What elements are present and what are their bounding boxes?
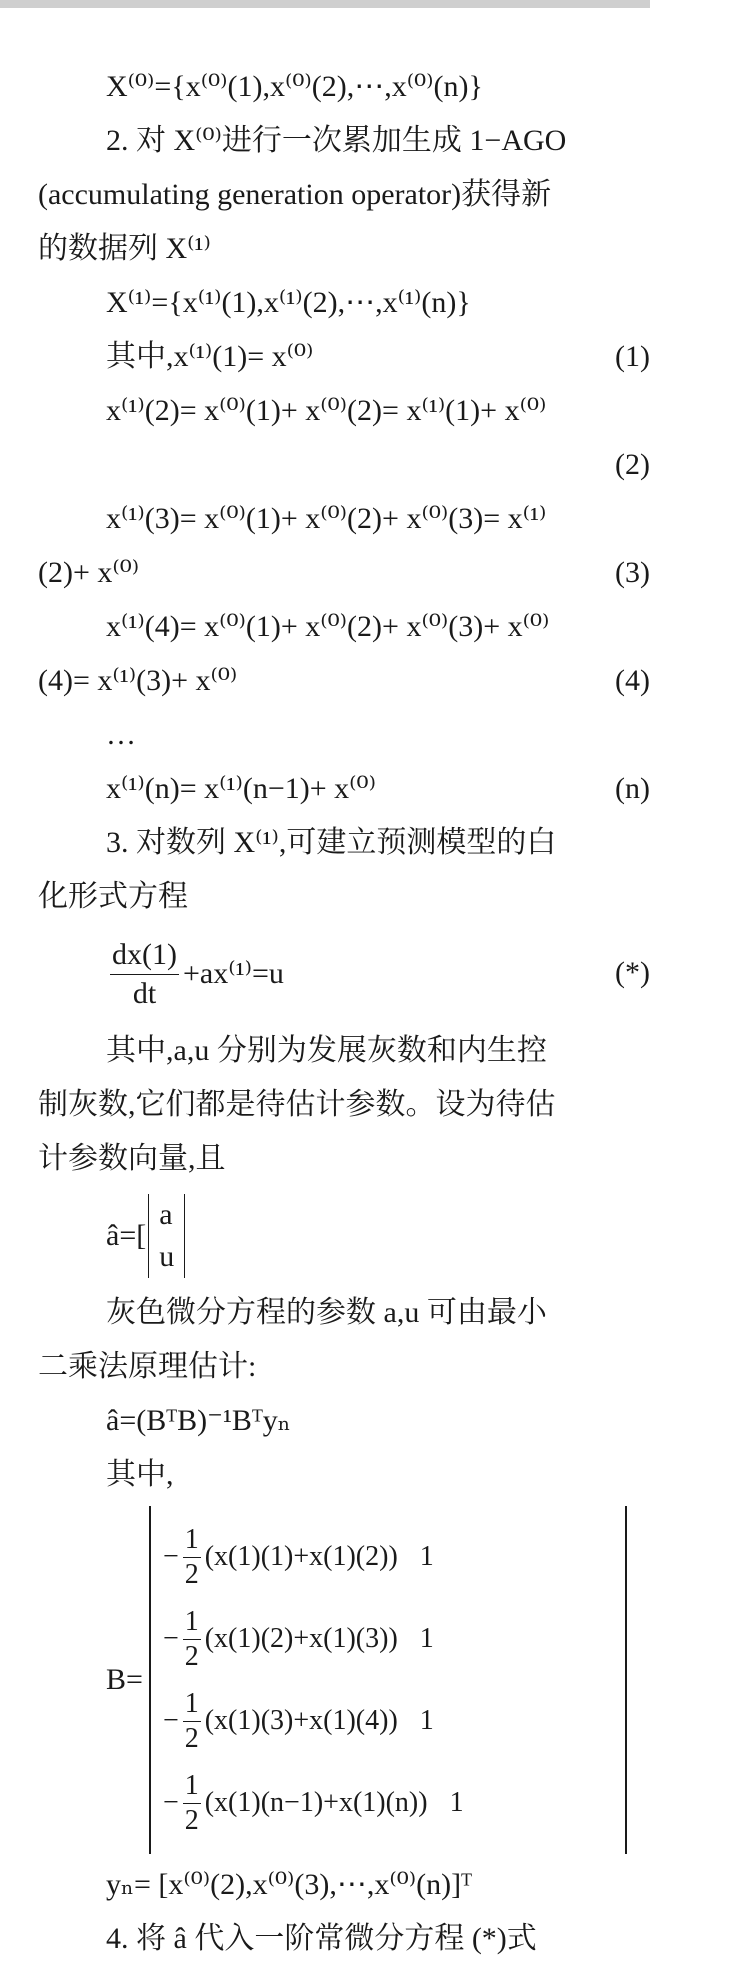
matrix-b-lhs: B=: [106, 1663, 143, 1696]
step-2-text: 2. 对 X⁽⁰⁾进行一次累加生成 1−AGO: [106, 124, 567, 157]
equation-1-text: 其中,x⁽¹⁾(1)= x⁽⁰⁾: [106, 340, 314, 373]
derivative-denominator: dt: [132, 976, 157, 1010]
matrix-cell-one: 1: [419, 1705, 434, 1736]
yn-definition: yₙ= [x⁽⁰⁾(2),x⁽⁰⁾(3),⋯,x⁽⁰⁾(n)]ᵀ: [106, 1868, 472, 1901]
step-3-text: 3. 对数列 X⁽¹⁾,可建立预测模型的白: [106, 826, 557, 859]
where-label: 其中,: [106, 1458, 174, 1491]
matrix-cell: (x(1)(3)+x(1)(4)): [204, 1705, 398, 1736]
estimator-equation: â=(BᵀB)⁻¹Bᵀyₙ: [106, 1404, 291, 1437]
equation-x0-definition: X⁽⁰⁾={x⁽⁰⁾(1),x⁽⁰⁾(2),⋯,x⁽⁰⁾(n)}: [106, 70, 483, 103]
fraction-numerator: 1: [183, 1605, 201, 1640]
ellipsis: …: [106, 718, 136, 751]
equation-number-4: (4): [615, 664, 650, 697]
param-vector-u: u: [159, 1240, 175, 1273]
equation-number-2: (2): [615, 448, 650, 481]
step-2-continued: (accumulating generation operator)获得新: [38, 178, 552, 211]
derivative-numerator: dx(1): [110, 936, 179, 975]
matrix-sign: −: [162, 1787, 179, 1818]
matrix-row: [163, 1680, 613, 1762]
fraction-denominator: 2: [184, 1640, 199, 1672]
whitening-equation-rest: +ax⁽¹⁾=u: [182, 957, 284, 990]
param-vector-a: a: [159, 1198, 173, 1231]
equation-n-line: [38, 762, 650, 816]
paper-text-body: [38, 60, 650, 1966]
matrix-b: [149, 1506, 627, 1854]
half-fraction: [183, 1605, 201, 1674]
step-4-text: 4. 将 â 代入一阶常微分方程 (*)式: [106, 1922, 537, 1955]
equation-number-star: (*): [615, 956, 650, 989]
equation-3-continued-line: [38, 546, 650, 600]
matrix-cell: (x(1)(2)+x(1)(3)): [204, 1623, 398, 1654]
equation-4-text: x⁽¹⁾(4)= x⁽⁰⁾(1)+ x⁽⁰⁾(2)+ x⁽⁰⁾(3)+ x⁽⁰⁾: [106, 610, 550, 643]
equation-4-continued: (4)= x⁽¹⁾(3)+ x⁽⁰⁾: [38, 664, 238, 697]
half-fraction: [183, 1523, 201, 1592]
matrix-sign: −: [162, 1705, 179, 1736]
least-squares-text: 灰色微分方程的参数 a,u 可由最小: [106, 1296, 547, 1329]
fraction-denominator: 2: [184, 1804, 199, 1836]
whitening-equation: [38, 924, 650, 1024]
equation-1-line: [38, 330, 650, 384]
derivative-fraction: [110, 936, 179, 1013]
equation-4-continued-line: [38, 654, 650, 708]
equation-number-1: (1): [615, 340, 650, 373]
least-squares-continued: 二乘法原理估计:: [38, 1350, 257, 1383]
equation-n-text: x⁽¹⁾(n)= x⁽¹⁾(n−1)+ x⁽⁰⁾: [106, 772, 376, 805]
matrix-row: [163, 1598, 613, 1680]
matrix-cell-one: 1: [419, 1623, 434, 1654]
params-continued: 制灰数,它们都是待估计参数。设为待估: [38, 1088, 556, 1121]
fraction-denominator: 2: [184, 1722, 199, 1754]
step-2-data-series: 的数据列 X⁽¹⁾: [38, 232, 211, 265]
matrix-sign: −: [162, 1541, 179, 1572]
matrix-row: [163, 1516, 613, 1598]
matrix-row: [163, 1762, 613, 1844]
equation-x1-definition: X⁽¹⁾={x⁽¹⁾(1),x⁽¹⁾(2),⋯,x⁽¹⁾(n)}: [106, 286, 471, 319]
fraction-numerator: 1: [183, 1687, 201, 1722]
equation-3-continued: (2)+ x⁽⁰⁾: [38, 556, 140, 589]
fraction-numerator: 1: [183, 1769, 201, 1804]
params-text: 其中,a,u 分别为发展灰数和内生控: [106, 1034, 547, 1067]
equation-number-n: (n): [615, 772, 650, 805]
step-3-continued: 化形式方程: [38, 880, 188, 913]
matrix-cell-one: 1: [419, 1541, 434, 1572]
params-vector-intro: 计参数向量,且: [38, 1142, 226, 1175]
equation-2-text: x⁽¹⁾(2)= x⁽⁰⁾(1)+ x⁽⁰⁾(2)= x⁽¹⁾(1)+ x⁽⁰⁾: [106, 394, 547, 427]
matrix-cell-one: 1: [449, 1787, 464, 1818]
fraction-numerator: 1: [183, 1523, 201, 1558]
fraction-denominator: 2: [184, 1558, 199, 1590]
param-vector-lhs: â=[: [106, 1219, 147, 1252]
top-banner-strip: [0, 0, 650, 8]
equation-2-number-line: [38, 438, 650, 492]
param-vector-equation: [38, 1186, 650, 1286]
matrix-b-equation: [38, 1506, 650, 1854]
equation-3-text: x⁽¹⁾(3)= x⁽⁰⁾(1)+ x⁽⁰⁾(2)+ x⁽⁰⁾(3)= x⁽¹⁾: [106, 502, 547, 535]
half-fraction: [183, 1687, 201, 1756]
matrix-cell: (x(1)(1)+x(1)(2)): [204, 1541, 398, 1572]
half-fraction: [183, 1769, 201, 1838]
matrix-sign: −: [162, 1623, 179, 1654]
matrix-cell: (x(1)(n−1)+x(1)(n)): [204, 1787, 428, 1818]
equation-number-3: (3): [615, 556, 650, 589]
param-vector: [148, 1194, 185, 1278]
